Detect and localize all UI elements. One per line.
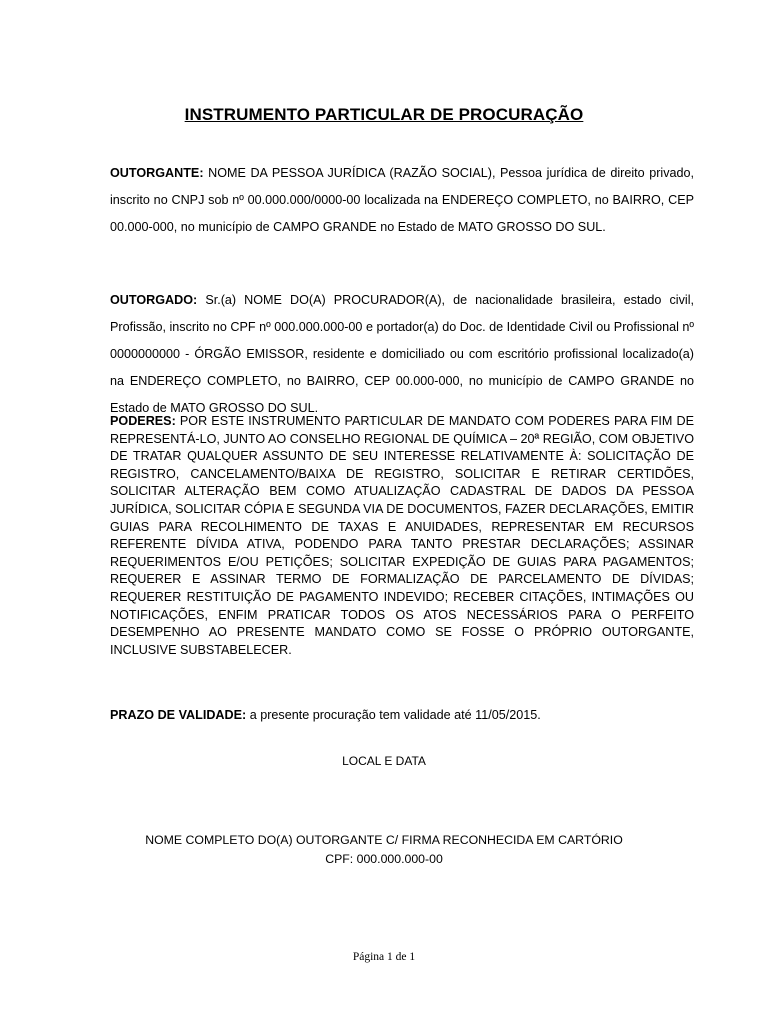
poderes-paragraph: [110, 413, 694, 659]
local-data-line: LOCAL E DATA: [342, 754, 426, 768]
outorgado-label: OUTORGADO:: [110, 293, 198, 307]
document-title: INSTRUMENTO PARTICULAR DE PROCURAÇÃO: [184, 105, 584, 124]
signature-name: NOME COMPLETO DO(A) OUTORGANTE C/ FIRMA RECONHECIDA EM CARTÓRIO: [145, 833, 623, 847]
poderes-text: POR ESTE INSTRUMENTO PARTICULAR DE MANDATO COM PODERES PARA FIM DE REPRESENTÁ-LO, JUNTO AO CONSELHO REGIONAL DE QUÍMICA – 20ª REGIÃO, COM OBJETIVO DE TRATAR QUALQUER ASSUNTO DE SEU INTERESSE RELATIVAMENTE À: SOLICITAÇÃO DE REGISTRO, CANCELAMENTO/BAIXA DE REGISTRO, SOLICITAR E RETIRAR CERTIDÕES, SOLICITAR ALTERAÇÃO BEM COMO ATUALIZAÇÃO CADASTRAL DE DADOS DA PESSOA JURÍDICA, SOLICITAR CÓPIA E SEGUNDA VIA DE DOCUMENTOS, FAZER DECLARAÇÕES, EMITIR GUIAS PARA RECOLHIMENTO DE TAXAS E ANUIDADES, REPRESENTAR EM RECURSOS REFERENTE DÍVIDA ATIVA, PODENDO PARA TANTO PRESTAR DECLARAÇÕES; ASSINAR REQUERIMENTOS E/OU PETIÇÕES; SOLICITAR EXPEDIÇÃO DE GUIAS PARA PAGAMENTOS; REQUERER E ASSINAR TERMO DE FORMALIZAÇÃO DE PARCELAMENTO DE DÍVIDAS; REQUERER RESTITUIÇÃO DE PAGAMENTO INDEVIDO; RECEBER CITAÇÕES, INTIMAÇÕES OU NOTIFICAÇÕES, ENFIM PRATICAR TODOS OS ATOS NECESSÁRIOS PARA O PERFEITO DESEMPENHO AO PRESENTE MANDATO COMO SE FOSSE O PRÓPRIO OUTORGANTE, INCLUSIVE SUBSTABELECER.: [110, 414, 694, 657]
prazo-text: a presente procuração tem validade até 11/05/2015.: [249, 708, 541, 722]
outorgado-paragraph: [110, 287, 694, 422]
outorgante-text: NOME DA PESSOA JURÍDICA (RAZÃO SOCIAL), Pessoa jurídica de direito privado, inscrito no CNPJ sob nº 00.000.000/0000-00 localizada na ENDEREÇO COMPLETO, no BAIRRO, CEP 00.000-000, no município de CAMPO GRANDE no Estado de MATO GROSSO DO SUL.: [110, 166, 695, 234]
outorgado-text: Sr.(a) NOME DO(A) PROCURADOR(A), de nacionalidade brasileira, estado civil, Profissão, inscrito no CPF nº 000.000.000-00 e portador(a) do Doc. de Identidade Civil ou Profissional nº 0000000000 - ÓRGÃO EMISSOR, residente e domiciliado ou com escritório profissional localizado(a) na ENDEREÇO COMPLETO, no BAIRRO, CEP 00.000-000, no município de CAMPO GRANDE no Estado de MATO GROSSO DO SUL.: [110, 293, 694, 415]
prazo-paragraph: [110, 708, 541, 722]
outorgante-paragraph: [110, 160, 694, 241]
prazo-label: PRAZO DE VALIDADE:: [110, 708, 247, 722]
signature-cpf: CPF: 000.000.000-00: [325, 852, 443, 866]
poderes-label: PODERES:: [110, 414, 176, 428]
outorgante-label: OUTORGANTE:: [110, 166, 204, 180]
page-footer: Página 1 de 1: [352, 951, 416, 963]
